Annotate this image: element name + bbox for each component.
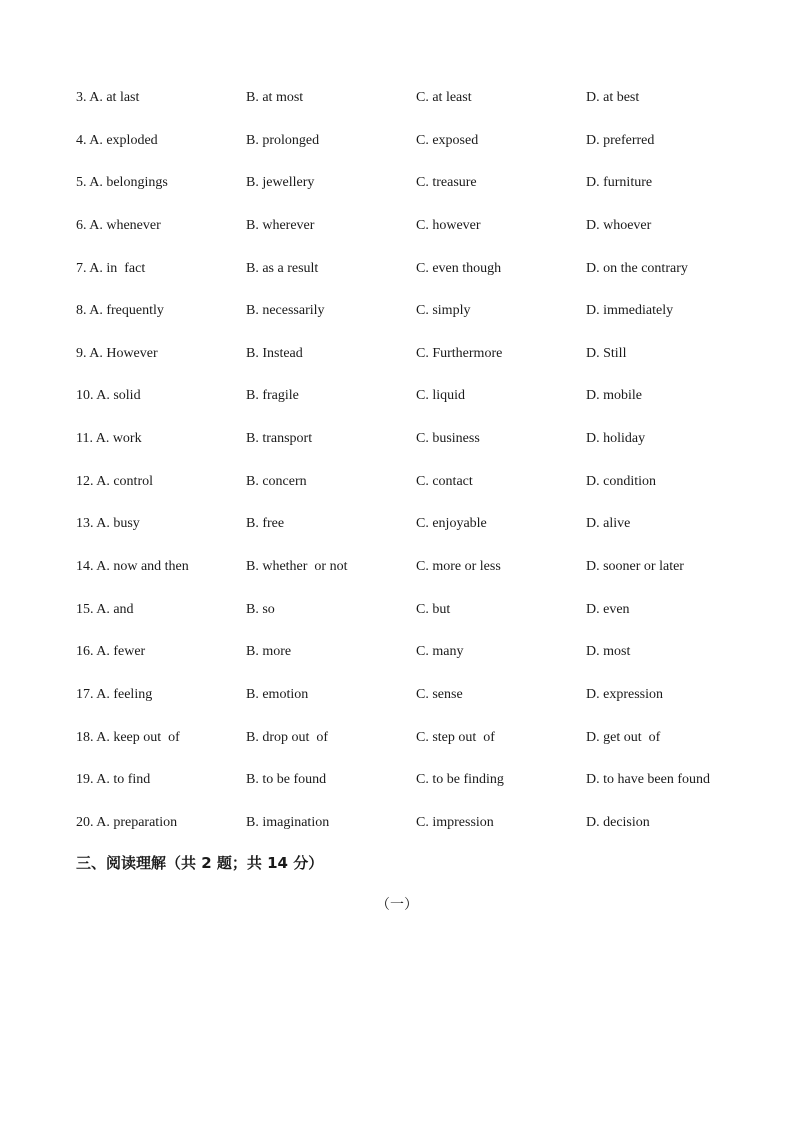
option-c: C. simply (416, 303, 471, 319)
section-heading: 三、阅读理解（共 2 题；共 14 分） (76, 854, 324, 872)
question-row (76, 131, 766, 174)
option-a: 9. A. However (76, 345, 158, 361)
option-a: 19. A. to find (76, 772, 151, 788)
option-a: 18. A. keep out of (76, 729, 180, 745)
option-b: B. fragile (246, 388, 299, 404)
option-d: D. on the contrary (586, 260, 688, 276)
option-b: B. concern (246, 473, 307, 489)
option-b: B. drop out of (246, 729, 329, 745)
option-d: D. decision (586, 814, 650, 830)
option-d: D. Still (586, 345, 627, 361)
question-row (76, 88, 766, 131)
option-c: C. liquid (416, 388, 466, 404)
option-a: 7. A. in fact (76, 260, 146, 276)
option-a: 15. A. and (76, 601, 134, 617)
question-row (76, 259, 766, 302)
question-row (76, 770, 766, 813)
question-row (76, 386, 766, 429)
question-row (76, 685, 766, 728)
option-c: C. exposed (416, 132, 479, 148)
option-a: 10. A. solid (76, 388, 141, 404)
option-d: D. mobile (586, 388, 642, 404)
question-row (76, 728, 766, 771)
option-a: 3. A. at last (76, 90, 140, 105)
option-b: B. whether or not (246, 559, 348, 575)
option-b: B. necessarily (246, 303, 325, 319)
option-c: C. contact (416, 473, 473, 489)
question-row (76, 472, 766, 515)
option-c: C. enjoyable (416, 516, 487, 532)
option-b: B. so (246, 601, 275, 617)
option-a: 4. A. exploded (76, 132, 158, 148)
option-c: C. step out of (416, 729, 495, 745)
passage-marker: （一） (376, 897, 418, 913)
option-d: D. expression (586, 686, 663, 702)
option-b: B. more (246, 644, 292, 660)
option-c: C. at least (416, 90, 472, 105)
option-c: C. but (416, 601, 451, 617)
option-d: D. get out of (586, 729, 661, 745)
option-d: D. preferred (586, 132, 655, 148)
option-c: C. business (416, 431, 480, 447)
option-b: B. at most (246, 90, 304, 105)
question-row (76, 600, 766, 643)
option-c: C. even though (416, 260, 502, 276)
question-row (76, 344, 766, 387)
option-d: D. immediately (586, 303, 674, 319)
cloze-options-list (76, 88, 766, 856)
question-row (76, 813, 766, 856)
option-b: B. to be found (246, 772, 327, 788)
option-c: C. to be finding (416, 772, 504, 788)
option-d: D. whoever (586, 217, 652, 233)
option-b: B. imagination (246, 814, 330, 830)
option-a: 13. A. busy (76, 516, 140, 532)
option-d: D. even (586, 601, 630, 617)
option-a: 20. A. preparation (76, 814, 178, 830)
question-row (76, 216, 766, 259)
option-a: 14. A. now and then (76, 559, 189, 575)
option-b: B. prolonged (246, 132, 320, 148)
question-row (76, 429, 766, 472)
option-d: D. to have been found (586, 772, 711, 788)
option-c: C. however (416, 217, 481, 233)
question-row (76, 514, 766, 557)
option-c: C. many (416, 644, 464, 660)
question-row (76, 557, 766, 600)
option-d: D. holiday (586, 431, 646, 447)
option-d: D. sooner or later (586, 559, 684, 575)
option-c: C. Furthermore (416, 345, 503, 361)
option-d: D. alive (586, 516, 631, 532)
option-a: 16. A. fewer (76, 644, 146, 660)
option-a: 11. A. work (76, 431, 142, 447)
question-row (76, 173, 766, 216)
option-a: 8. A. frequently (76, 303, 164, 319)
option-c: C. impression (416, 814, 494, 830)
question-row (76, 301, 766, 344)
option-a: 17. A. feeling (76, 686, 153, 702)
option-b: B. as a result (246, 260, 319, 276)
option-b: B. free (246, 516, 285, 532)
option-a: 5. A. belongings (76, 175, 168, 191)
option-b: B. jewellery (246, 175, 315, 191)
option-b: B. Instead (246, 345, 303, 361)
option-d: D. furniture (586, 175, 653, 191)
option-b: B. transport (246, 431, 313, 447)
option-d: D. most (586, 644, 631, 660)
option-d: D. at best (586, 90, 640, 105)
option-c: C. more or less (416, 559, 501, 575)
option-c: C. sense (416, 686, 463, 702)
option-a: 6. A. whenever (76, 217, 161, 233)
option-b: B. emotion (246, 686, 309, 702)
option-c: C. treasure (416, 175, 477, 191)
option-b: B. wherever (246, 217, 315, 233)
question-row (76, 642, 766, 685)
option-d: D. condition (586, 473, 656, 489)
option-a: 12. A. control (76, 473, 153, 489)
